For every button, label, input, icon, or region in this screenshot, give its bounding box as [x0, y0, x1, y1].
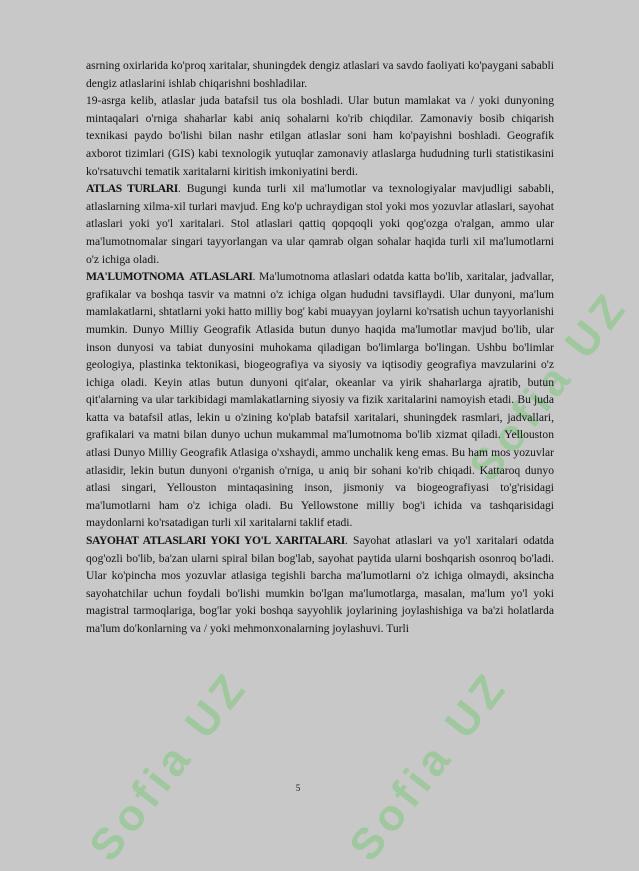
section-heading-reference-atlases: MA'LUMOTNOMA ATLASLARI	[86, 270, 253, 284]
paragraph	[86, 180, 554, 268]
section-heading-travel-atlases: SAYOHAT ATLASLARI YOKI YO'L XARITALARI	[86, 534, 345, 548]
paragraph	[86, 268, 554, 532]
page-number: 5	[295, 783, 301, 793]
watermark: Sofia UZ	[460, 281, 639, 491]
body-text	[86, 57, 554, 638]
paragraph-text: asrning oxirlarida ko'proq xaritalar, shuningdek dengiz atlaslari va savdo faoliyati ko'paygani sababli dengiz atlaslarini ishlab chiqarishni boshladilar.	[86, 59, 554, 90]
paragraph	[86, 57, 554, 92]
paragraph	[86, 92, 554, 180]
paragraph-text: 19-asrga kelib, atlaslar juda batafsil tus ola boshladi. Ular butun mamlakat va / yoki dunyoning mintaqalari o'rniga shaharlar kabi aniq sohalarni ko'rib chiqdilar. Zamonaviy bosib chiqarish texnikasi paydo bo'lishi bilan nashr etilgan atlaslar soni ham ko'payishni boshladi. Geografik axborot tizimlari (GIS) kabi texnologik yutuqlar zamonaviy atlaslarga hududning turli statistikasini ko'rsatuvchi tematik xaritalarni kiritish imkoniyatini berdi.	[86, 94, 554, 178]
watermark: Sofia UZ	[80, 661, 259, 871]
section-heading-atlas-types: ATLAS TURLARI	[86, 182, 178, 196]
paragraph-text: . Bugungi kunda turli xil ma'lumotlar va texnologiyalar mavjudligi sababli, atlaslarning xilma-xil turlari mavjud. Eng ko'p uchraydigan stol yoki mos yozuvlar atlaslari, sayohat atlaslari yoki yo'l xaritalari. Stol atlaslari qattiq qopqoqli yoki qog'ozga o'ralgan, ammo ular ma'lumotnomalar singari tayyorlangan va ular qamrab olgan sohalar haqida turli xil ma'lumotlarni o'z ichiga oladi.	[86, 182, 554, 266]
paragraph-text: . Sayohat atlaslari va yo'l xaritalari odatda qog'ozli bo'lib, ba'zan ularni spiral bilan bog'lab, sayohat paytida ularni boshqarish osonroq bo'ladi. Ular ko'pincha mos yozuvlar atlasiga tegishli barcha ma'lumotlarni o'z ichiga olmaydi, aksincha sayohatchilar uchun foydali bo'lishi mumkin bo'lgan ma'lumotlarga, masalan, ma'lum yo'l yoki magistral tarmoqlariga, bog'lar yoki boshqa sayyohlik joylarining joylashishiga va ba'zi holatlarda ma'lum do'konlarning va / yoki mehmonxonalarning joylashuvi. Turli	[86, 534, 554, 635]
paragraph-text: . Ma'lumotnoma atlaslari odatda katta bo'lib, xaritalar, jadvallar, grafikalar va boshqa tasvir va matnni o'z ichiga olgan hududni tavsiflaydi. Ular dunyoni, ma'lum mamlakatlarni, shtatlarni yoki hatto milliy bog' kabi muayyan joylarni ko'rsatish uchun tayyorlanishi mumkin. Dunyo Milliy Geografik Atlasida butun dunyo haqida ma'lumotlar mavjud bo'lib, ular inson dunyosi va tabiat dunyosini muhokama qiladigan bo'limlarga bo'lingan. Ushbu bo'limlar geologiya, plastinka tektonikasi, biogeografiya va siyosiy va iqtisodiy geografiya mavzularini o'z ichiga oladi. Keyin atlas butun dunyoni qit'alar, okeanlar va yirik shaharlarga ajratib, butun qit'alarning va ular tarkibidagi mamlakatlarning siyosiy va fizik xaritalarini namoyish etadi. Bu juda katta va batafsil atlas, lekin u o'zining ko'plab batafsil xaritalari, shuningdek rasmlari, jadvallari, grafikalari va matni bilan dunyo uchun mukammal ma'lumotnoma bo'lib xizmat qiladi. Yellouston atlasi Dunyo Milliy Geografik Atlasiga o'xshaydi, ammo unchalik keng emas. Bu ham mos yozuvlar atlasidir, lekin butun dunyoni o'rganish o'rniga, u aniq bir sohani ko'rib chiqadi. Kattaroq dunyo atlasi singari, Yellouston mintaqasining inson, jismoniy va biogeografiyasi to'g'risidagi ma'lumotlarni ham o'z ichiga oladi. Bu Yellowstone milliy bog'i ichida va tashqarisidagi maydonlarni ko'rsatadigan turli xil xaritalarni taklif etadi.	[86, 270, 554, 530]
watermark: Sofia UZ	[340, 661, 519, 871]
paragraph	[86, 532, 554, 638]
